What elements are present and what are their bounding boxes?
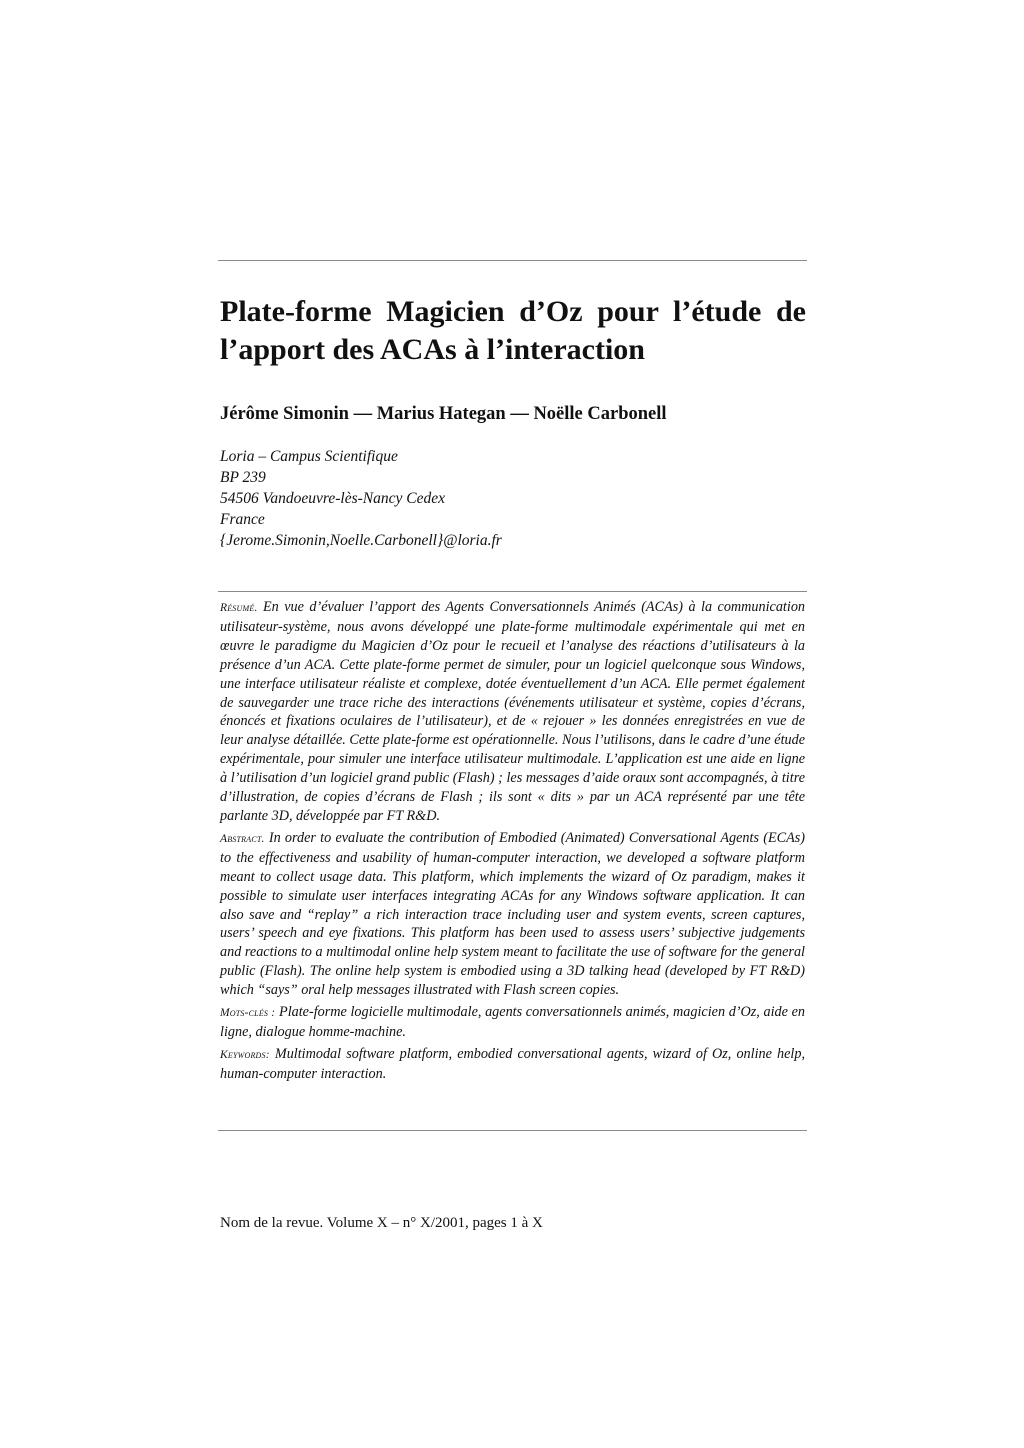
- affiliation-line-4: France: [220, 511, 265, 528]
- affiliation-line-2: BP 239: [220, 469, 266, 486]
- abstract-label: Abstract.: [220, 832, 265, 845]
- journal-footer: Nom de la revue. Volume X – n° X/2001, pages 1 à X: [220, 1215, 543, 1231]
- abstracts-block: [220, 598, 805, 1087]
- abstract-bottom-rule: [218, 1130, 807, 1131]
- mots-cles-label: Mots-clés :: [220, 1007, 276, 1020]
- resume-label: Résumé.: [220, 602, 258, 614]
- top-rule: [218, 260, 807, 261]
- abstract-text: In order to evaluate the contribution of Embodied (Animated) Conversational Agents (ECAs) to the effectiveness and usability of human-computer interaction, we developed a software platform meant to collect usage data. This platform, which implements the wizard of Oz paradigm, makes it possible to simulate user interfaces integrating ACAs for any Windows software application. It can also save and “replay” a rich interaction trace including user and system events, screen captures, users’ speech and eye fixations. This platform has been used to assess users’ subjective judgements and reactions to a multimodal online help system meant to facilitate the use of software for the general public (Flash). The online help system is embodied using a 3D talking head (developed by FT R&D) which “says” oral help messages illustrated with Flash screen copies.: [220, 829, 805, 999]
- affiliation-line-3: 54506 Vandoeuvre-lès-Nancy Cedex: [220, 490, 445, 507]
- resume-paragraph: [220, 598, 805, 826]
- mots-cles-text: Plate-forme logicielle multimodale, agents conversationnels animés, magicien d’Oz, aide en ligne, dialogue homme-machine.: [220, 1004, 806, 1040]
- keywords-label: Keywords:: [220, 1048, 270, 1061]
- abstract-paragraph: [220, 829, 805, 1000]
- affiliation-line-1: Loria – Campus Scientifique: [220, 448, 398, 465]
- affiliation-block: [220, 446, 806, 551]
- authors: Jérôme Simonin — Marius Hategan — Noëlle Carbonell: [220, 404, 667, 424]
- resume-text: En vue d’évaluer l’apport des Agents Conversationnels Animés (ACAs) à la communication utilisateur-système, nous avons développé une plate-forme multimodale expérimentale qui met en œuvre le paradigme du Magicien d’Oz pour le recueil et l’analyse des réactions d’utilisateurs à la présence d’un ACA. Cette plate-forme permet de simuler, pour un logiciel quelconque sous Windows, une interface utilisateur réaliste et complexe, dotée éventuellement d’un ACA. Elle permet également de sauvegarder une trace riche des interactions (événements utilisateur et système, copies d’écrans, énoncés et fixations oculaires de l’utilisateur), et de « rejouer » les données enregistrées en vue de leur analyse détaillée. Cette plate-forme est opérationnelle. Nous l’utilisons, dans le cadre d’une étude expérimentale, pour simuler une interface utilisateur multimodale. L’application est une aide en ligne à l’utilisation d’un logiciel grand public (Flash) ; les messages d’aide oraux sont accompagnés, à titre d’illustration, de copies d’écrans de Flash ; ils sont « dits » par un ACA représenté par une tête parlante 3D, développée par FT R&D.: [220, 599, 806, 824]
- keywords-text: Multimodal software platform, embodied conversational agents, wizard of Oz, online help, human-computer interaction.: [220, 1045, 805, 1082]
- abstract-top-rule: [218, 591, 807, 592]
- mots-cles-paragraph: [220, 1003, 805, 1042]
- keywords-paragraph: [220, 1045, 805, 1084]
- affiliation-email: {Jerome.Simonin,Noelle.Carbonell}@loria.fr: [220, 532, 502, 549]
- paper-title: Plate-forme Magicien d’Oz pour l’étude de l’apport des ACAs à l’interaction: [220, 295, 806, 366]
